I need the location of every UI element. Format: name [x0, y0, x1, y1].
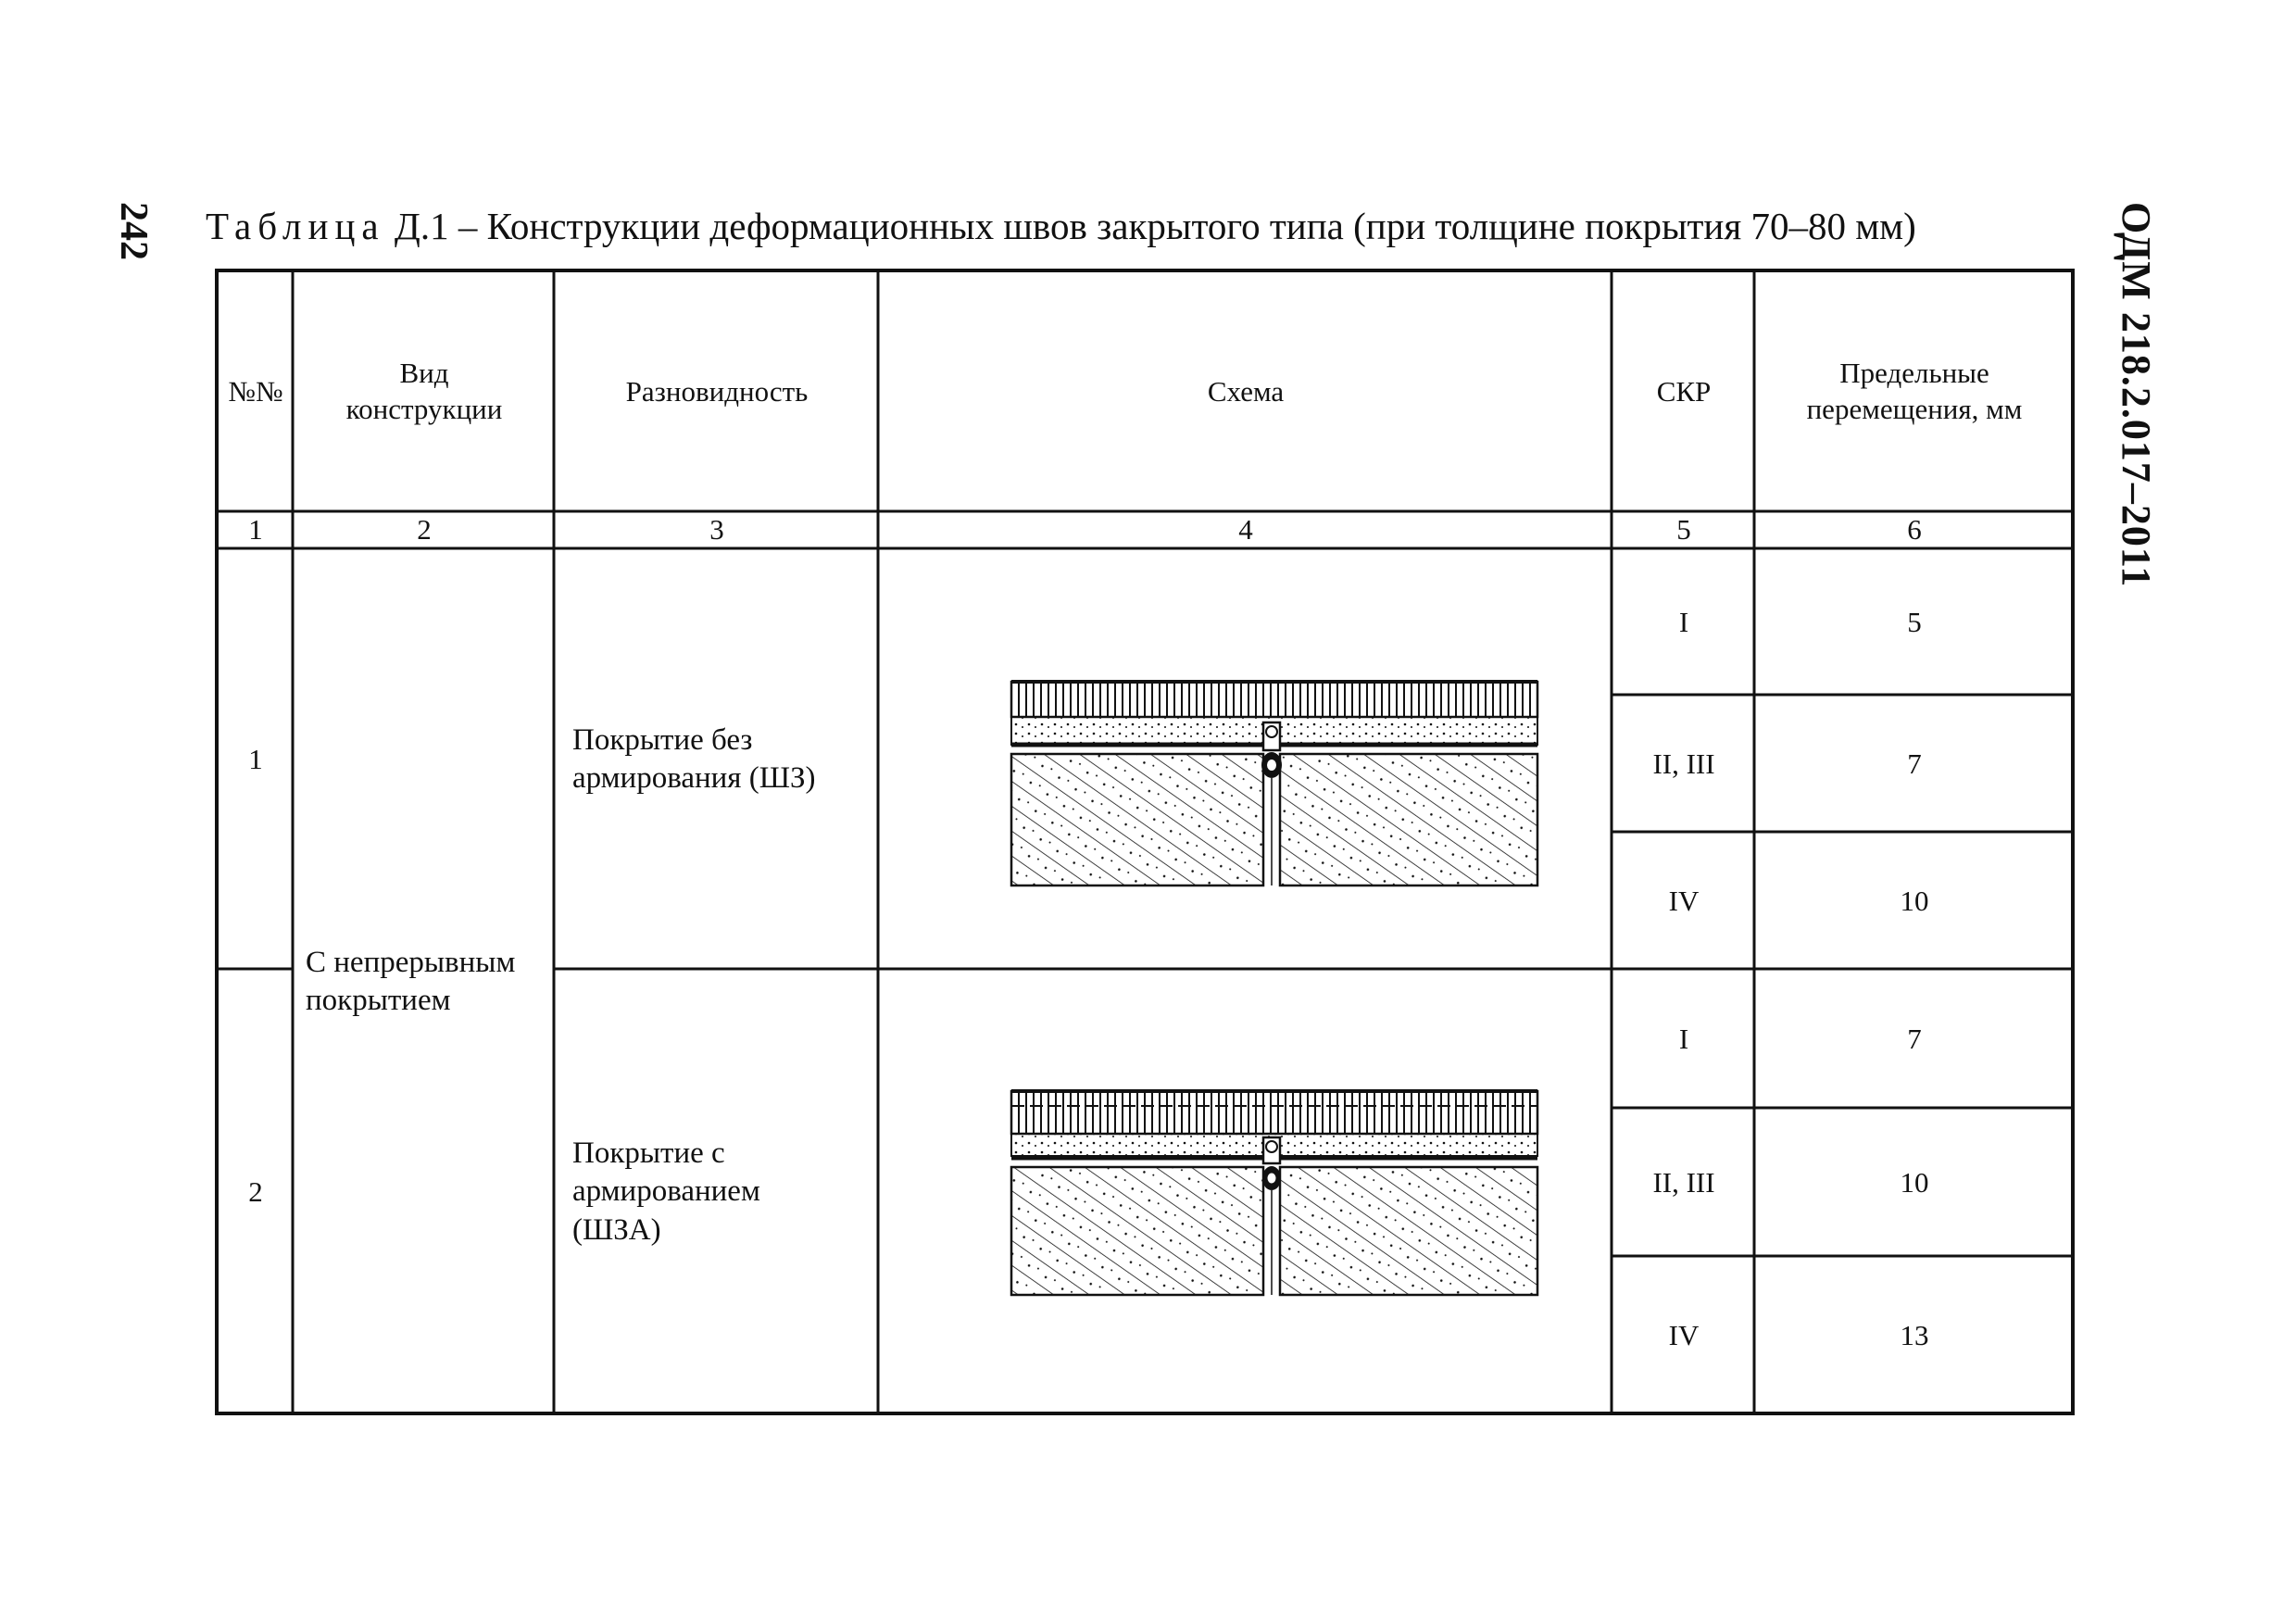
- skr-value: I: [1678, 605, 1689, 638]
- movement-value: 10: [1900, 884, 1929, 917]
- header-variant: Разновидность: [625, 374, 809, 408]
- column-number: 1: [248, 512, 263, 546]
- scheme-joint-no-reinforcement: [1000, 674, 1556, 897]
- variant: Покрытие с армированием (ШЗА): [572, 1137, 760, 1247]
- variant: Покрытие без армирования (ШЗ): [572, 722, 816, 795]
- header-skr: СКР: [1656, 374, 1712, 408]
- movement-value: 7: [1907, 1022, 1922, 1055]
- table-title-number: Д.1: [394, 205, 449, 247]
- header-construction-type: Вид конструкции: [345, 357, 503, 425]
- skr-value: IV: [1668, 884, 1700, 917]
- page-number: 242: [112, 202, 155, 260]
- header-scheme: Схема: [1207, 374, 1285, 408]
- document-code: ОДМ 218.2.017–2011: [2114, 202, 2159, 588]
- header-number: №№: [228, 374, 283, 408]
- column-number: 3: [709, 512, 724, 546]
- header-max-movement: Предельные перемещения, мм: [1806, 357, 2023, 425]
- row-number: 1: [248, 742, 263, 775]
- movement-value: 5: [1907, 605, 1922, 638]
- construction-type: С непрерывным покрытием: [306, 945, 516, 1017]
- column-number: 5: [1676, 512, 1691, 546]
- skr-value: IV: [1668, 1318, 1700, 1351]
- movement-value: 10: [1900, 1165, 1929, 1199]
- skr-value: II, III: [1652, 747, 1715, 780]
- movement-value: 13: [1900, 1318, 1929, 1351]
- row-number: 2: [248, 1174, 263, 1208]
- table-title-prefix: Таблица: [206, 205, 385, 247]
- skr-value: I: [1678, 1022, 1689, 1055]
- column-number: 6: [1907, 512, 1922, 546]
- skr-value: II, III: [1652, 1165, 1715, 1199]
- scheme-joint-with-reinforcement: [1000, 1084, 1556, 1306]
- movement-value: 7: [1907, 747, 1922, 780]
- table-title-text: – Конструкции деформационных швов закрытого типа (при толщине покрытия 70–80 мм): [448, 205, 1916, 247]
- column-number: 4: [1238, 512, 1253, 546]
- column-number: 2: [417, 512, 432, 546]
